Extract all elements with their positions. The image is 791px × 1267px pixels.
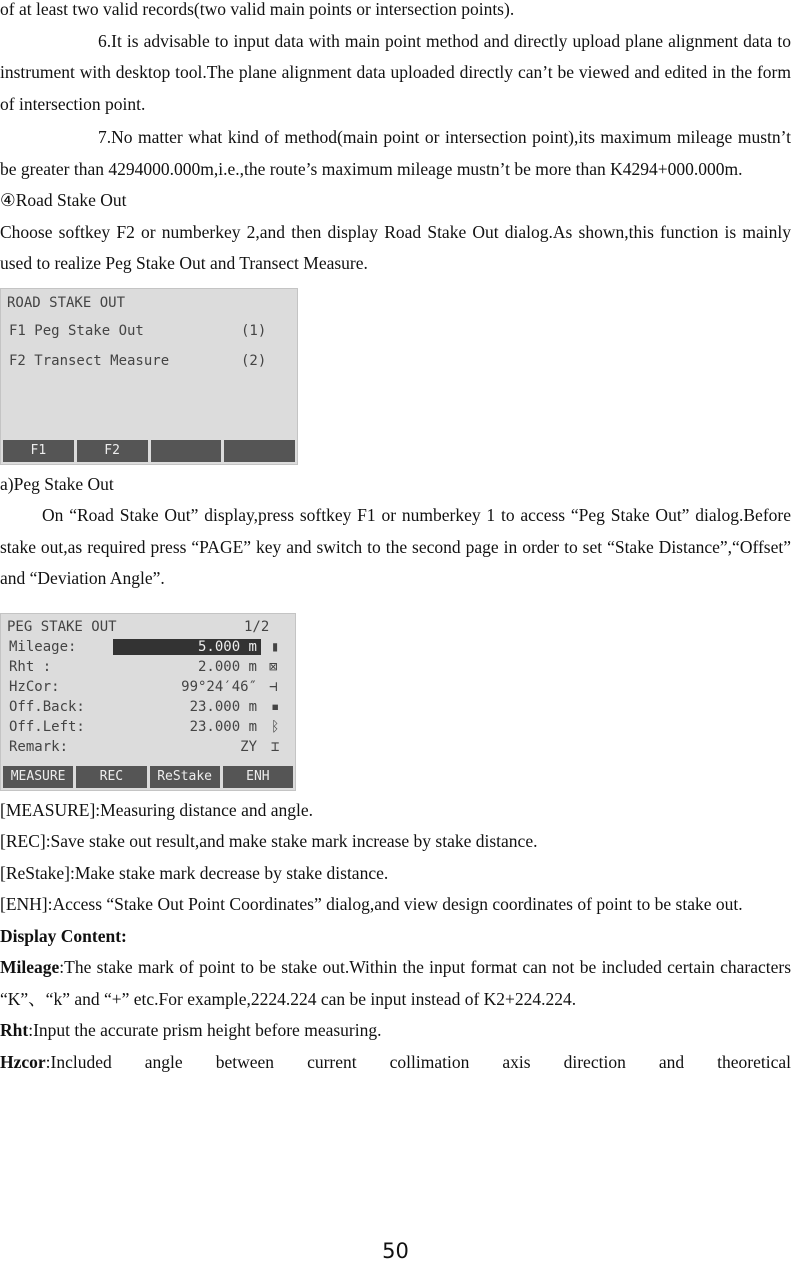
- road-stake-out-screen: [0, 288, 298, 465]
- paragraph-road-stake-out: Choose softkey F2 or numberkey 2,and then display Road Stake Out dialog.As shown,this function is mainly used to realize Peg Stake Out and Transect Measure.: [0, 221, 791, 273]
- term: Hzcor: [0, 1051, 46, 1072]
- paragraph-continued: of at least two valid records(two valid main points or intersection points).: [0, 0, 515, 19]
- definition-rht: [0, 1015, 791, 1047]
- softkey-f2: F2: [77, 440, 148, 462]
- menu-item-peg-stake-out: F1 Peg Stake Out: [9, 322, 144, 339]
- softkey-measure: MEASURE: [3, 766, 73, 788]
- softkey-f4: [224, 440, 295, 462]
- field-label: Remark:: [9, 738, 69, 755]
- section-heading-road-stake-out: ④Road Stake Out: [0, 190, 127, 210]
- key-description-measure: [MEASURE]:Measuring distance and angle.: [0, 799, 313, 820]
- field-label: HzCor:: [9, 678, 60, 695]
- screen-title: PEG STAKE OUT: [7, 618, 117, 635]
- off-back-value: 23.000 m: [189, 698, 257, 715]
- display-content-heading: Display Content:: [0, 925, 127, 946]
- remark-value: ZY: [240, 738, 257, 755]
- definition-text: :The stake mark of point to be stake out.Within the input format can not be included certain characters “K”、“k” and “+” etc.For example,2224.224 can be input instead of K2+224.224.: [0, 957, 791, 1009]
- menu-item-transect-measure: F2 Transect Measure: [9, 352, 170, 369]
- term: Mileage: [0, 957, 60, 977]
- softkey-bar: [3, 440, 295, 462]
- mileage-value: 5.000 m: [197, 638, 257, 655]
- target-height-icon: ⌶: [271, 738, 280, 755]
- key-description-restake: [ReStake]:Make stake mark decrease by stake distance.: [0, 862, 389, 883]
- definition-hzcor: [0, 1047, 791, 1079]
- rht-value: 2.000 m: [197, 658, 257, 675]
- hzcor-value: 99°24′46″: [181, 678, 257, 695]
- menu-item-number: (1): [241, 322, 267, 339]
- softkey-restake: ReStake: [150, 766, 220, 788]
- field-label: Mileage:: [9, 638, 77, 655]
- paragraph-item-6: 6.It is advisable to input data with main point method and directly upload plane alignment data to instrument with desktop tool.The plane alignment data uploaded directly can’t be viewed and edited in the form of intersection point.: [0, 30, 791, 114]
- menu-item-number: (2): [241, 352, 267, 369]
- field-label: Rht :: [9, 658, 52, 675]
- softkey-enh: ENH: [223, 766, 293, 788]
- paragraph-peg-stake-out: On “Road Stake Out” display,press softkey F1 or numberkey 1 to access “Peg Stake Out” dialog.Before stake out,as required press “PAGE” key and switch to the second page in order to set “Stake Distance”,“Offset” and “Deviation Angle”.: [0, 505, 791, 588]
- subsection-heading-peg-stake-out: a)Peg Stake Out: [0, 473, 114, 494]
- softkey-bar: [3, 766, 293, 788]
- off-left-value: 23.000 m: [189, 718, 257, 735]
- compensator-icon: ▪: [271, 698, 280, 715]
- key-description-enh: [ENH]:Access “Stake Out Point Coordinates” dialog,and view design coordinates of point to be stake out.: [0, 894, 743, 914]
- softkey-f3: [151, 440, 222, 462]
- screen-page-indicator: 1/2: [244, 618, 270, 635]
- battery-icon: ▮: [271, 638, 280, 655]
- softkey-rec: REC: [76, 766, 146, 788]
- bluetooth-icon: ᛒ: [271, 718, 280, 735]
- definition-mileage: [0, 952, 791, 1015]
- key-description-rec: [REC]:Save stake out result,and make stake mark increase by stake distance.: [0, 831, 538, 851]
- paragraph-item-7: 7.No matter what kind of method(main point or intersection point),its maximum mileage mustn’t be greater than 4294000.000m,i.e.,the route’s maximum mileage mustn’t be more than K4294+000.000m.: [0, 127, 791, 179]
- definition-text: :Input the accurate prism height before measuring.: [28, 1020, 382, 1040]
- prism-icon: ⊠: [269, 658, 278, 675]
- field-label: Off.Back:: [9, 698, 85, 715]
- peg-stake-out-screen: [0, 613, 296, 791]
- screen-title: ROAD STAKE OUT: [7, 294, 126, 311]
- laser-icon: ⊣: [269, 678, 278, 695]
- term: Rht: [0, 1020, 29, 1040]
- definition-text: :Included angle between current collimation axis direction and theoretical: [45, 1051, 791, 1072]
- field-label: Off.Left:: [9, 718, 85, 735]
- page-number: 50: [382, 1239, 409, 1263]
- softkey-f1: F1: [3, 440, 74, 462]
